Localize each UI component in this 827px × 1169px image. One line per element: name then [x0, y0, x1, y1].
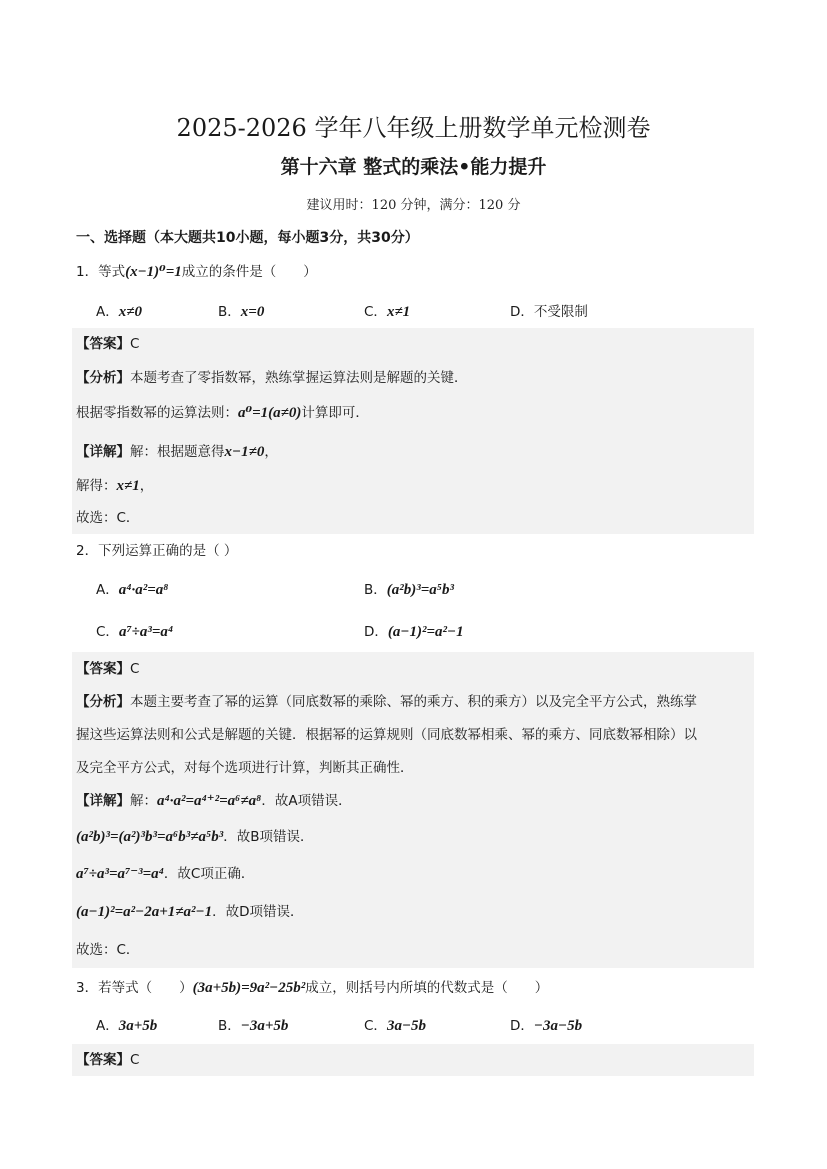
q2-analysis-line-2: 握这些运算法则和公式是解题的关键．根据幂的运算规则（同底数幂相乘、幂的乘方、同底数幂相除）以	[76, 727, 697, 743]
q1-option-d: D．不受限制	[510, 304, 588, 320]
q3-answer: 【答案】C	[76, 1052, 140, 1068]
q2-analysis-line-3: 及完全平方公式，对每个选项进行计算，判断其正确性．	[76, 760, 414, 776]
q3-option-d: D．−3a−5b	[510, 1018, 583, 1034]
question-2-stem: 2．下列运算正确的是（ ）	[76, 543, 238, 559]
q2-detail-c: a⁷÷a³=a⁷⁻³=a⁴．故C项正确．	[76, 866, 255, 882]
q3-option-c: C．3a−5b	[364, 1018, 427, 1034]
q2-option-a: A．a⁴·a²=a⁸	[96, 582, 169, 598]
q3-option-b: B．−3a+5b	[218, 1018, 289, 1034]
q1-solution-box	[72, 328, 754, 534]
page-title: 2025-2026 学年八年级上册数学单元检测卷	[176, 114, 651, 142]
q1-solve: 解得：x≠1，	[76, 478, 154, 494]
stem-math: (x−1)⁰=1	[125, 264, 182, 280]
q1-option-c: C．x≠1	[364, 304, 411, 320]
question-3-stem: 3．若等式（ ）(3a+5b)=9a²−25b²成立，则括号内所填的代数式是（ ）	[76, 980, 549, 996]
stem-text: 1．等式	[76, 264, 126, 280]
q2-detail-a: 【详解】解：a⁴·a²=a⁴⁺²=a⁶≠a⁸．故A项错误．	[76, 793, 352, 809]
q2-analysis-line-1: 【分析】本题主要考查了幂的运算（同底数幂的乘除、幂的乘方、积的乘方）以及完全平方公式，熟练掌	[76, 694, 697, 710]
page-subtitle: 第十六章 整式的乘法•能力提升	[280, 156, 547, 178]
q1-option-a: A．x≠0	[96, 304, 142, 320]
q1-analysis: 【分析】本题考查了零指数幂，熟练掌握运算法则是解题的关键．	[76, 370, 468, 386]
q1-option-b: B．x=0	[218, 304, 265, 320]
stem-text: 成立的条件是（ ）	[181, 264, 317, 280]
q1-answer: 【答案】C	[76, 336, 140, 352]
q1-rule: 根据零指数幂的运算法则：a⁰=1(a≠0)计算即可．	[76, 405, 369, 421]
q1-detail: 【详解】解：根据题意得x−1≠0，	[76, 444, 278, 460]
q3-option-a: A．3a+5b	[96, 1018, 158, 1034]
question-1-stem	[76, 262, 317, 282]
q2-answer: 【答案】C	[76, 661, 140, 677]
q3-solution-box	[72, 1044, 754, 1076]
q2-detail-b: (a²b)³=(a²)³b³=a⁶b³≠a⁵b³．故B项错误．	[76, 829, 314, 845]
q2-detail-d: (a−1)²=a²−2a+1≠a²−1．故D项错误．	[76, 904, 304, 920]
time-score-info: 建议用时：120 分钟，满分：120 分	[306, 198, 521, 213]
q2-option-b: B．(a²b)³=a⁵b³	[364, 582, 455, 598]
q1-choose: 故选：C．	[76, 510, 140, 526]
section-heading: 一、选择题（本大题共10小题，每小题3分，共30分）	[76, 230, 419, 246]
q2-choose: 故选：C．	[76, 942, 140, 958]
q2-option-d: D．(a−1)²=a²−1	[364, 624, 464, 640]
q2-option-c: C．a⁷÷a³=a⁴	[96, 624, 174, 640]
